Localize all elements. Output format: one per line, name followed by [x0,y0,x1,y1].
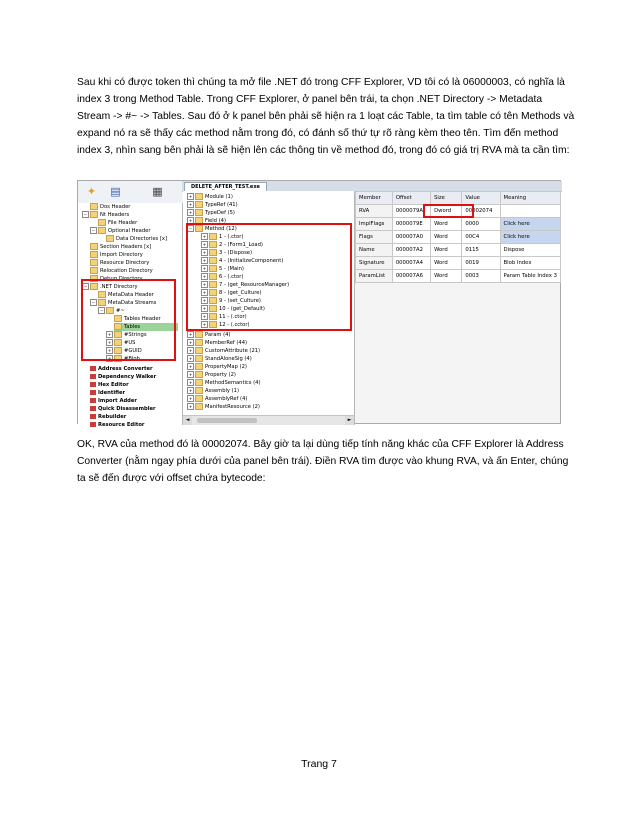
collapse-icon[interactable]: − [99,308,104,313]
grid-row[interactable] [356,218,561,231]
expand-icon[interactable]: + [202,266,207,271]
expand-icon[interactable]: + [188,348,193,353]
expand-icon[interactable]: + [202,282,207,287]
tree-item-label: MetaData Header [108,292,154,298]
table-node[interactable] [187,379,261,387]
grid-cell: 0000079E [392,218,430,231]
expand-icon[interactable]: + [107,332,112,337]
tree-item-label: Nt Headers [100,212,130,218]
grid-cell: Param Table Index 3 [500,270,561,283]
tree-item[interactable] [106,235,167,243]
expand-icon[interactable]: + [202,314,207,319]
tree-item-label: #GUID [124,348,142,354]
table-node[interactable] [187,363,247,371]
table-node-label: MemberRef (44) [205,340,248,346]
table-node[interactable] [187,193,233,201]
tool-icon [90,406,96,411]
method-label: 5 - (Main) [219,266,244,272]
expand-icon[interactable]: + [188,364,193,369]
table-node[interactable] [187,355,252,363]
grid-cell[interactable]: 00C4 [462,231,500,244]
expand-icon[interactable]: + [202,242,207,247]
tool-icon [90,422,96,427]
table-node[interactable] [187,387,239,395]
grid-cell [500,205,561,218]
grid-header[interactable]: Offset [392,192,430,205]
grid-cell: 000007A2 [392,244,430,257]
paragraph-intro: Sau khi có được token thì chúng ta mở file .NET đó trong CFF Explorer, VD tôi có là 06000003, có nghĩa là index 3 trong Method Table. Trong CFF Explorer, ở panel bên trái, ta chọn .NET Directory -> Metadata Stream -> #~ -> Tables. Sau đó ở k panel bên phải sẽ hiện ra 1 loạt các Table, ta tìm table có tên Methods và expand nó ra sẽ thấy các method nằm trong đó, có đánh số thứ tự rõ ràng kèm theo tên. Tìm đến method index 3, nhìn sang bên phải là sẽ hiện lên các thông tin về method đó, trong đó có giá trị RVA mà ta cần tìm: [77,77,575,156]
grid-header[interactable]: Meaning [500,192,561,205]
tool-address-converter[interactable] [90,365,153,373]
table-node[interactable] [187,371,236,379]
tool-label: Resource Editor [98,422,145,428]
tree-item[interactable] [98,219,137,227]
grid-row[interactable] [356,270,561,283]
scroll-left-icon[interactable]: ◄ [183,416,192,425]
grid-cell: Blob Index [500,257,561,270]
paragraph-address-converter: OK, RVA của method đó là 00002074. Bây giờ ta lại dùng tiếp tính năng khác của CFF Explorer là Address Converter (nằm ngay phía dưới của panel bên trái). Điền RVA tìm được vào khung RVA, và ấn Enter, chúng ta sẽ đến được với offset chứa bytecode: [77,439,569,484]
table-node-label: PropertyMap (2) [205,364,247,370]
tree-item[interactable] [90,203,130,211]
table-node-label: Param (4) [205,332,231,338]
highlight-box-methods [186,223,352,331]
expand-icon[interactable]: + [107,348,112,353]
tool-icon [90,414,96,419]
grid-cell-click-here[interactable]: Click here [500,231,561,244]
folder-icon [195,371,203,378]
grid-cell-click-here[interactable]: Click here [500,218,561,231]
grid-cell: 000007A4 [392,257,430,270]
grid-cell: Word [431,257,462,270]
table-node-label: StandAloneSig (4) [205,356,252,362]
table-node-label: TypeDef (5) [205,210,235,216]
tool-rebuilder[interactable] [90,413,126,421]
folder-icon [195,201,203,208]
tree-item-label: Import Directory [100,252,143,258]
expand-icon[interactable]: + [202,234,207,239]
expand-icon[interactable]: + [202,250,207,255]
expand-icon[interactable]: + [202,322,207,327]
method-label: 7 - (get_ResourceManager) [219,282,290,288]
folder-icon [195,331,203,338]
expand-icon[interactable]: + [188,356,193,361]
page-number: Trang 7 [301,758,337,770]
grid-cell: 000007A0 [392,231,430,244]
folder-icon [90,203,98,210]
tree-item-label: Tables Header [124,316,161,322]
tree-item-label: Optional Header [108,228,151,234]
tree-item-label: Debug Directory [100,276,143,282]
tree-item[interactable] [90,243,151,251]
method-label: 6 - (.ctor) [219,274,244,280]
table-node[interactable] [187,209,235,217]
tool-import-adder[interactable] [90,397,137,405]
folder-icon [195,339,203,346]
grid-row[interactable] [356,231,561,244]
grid-cell: 000007A6 [392,270,430,283]
folder-icon [195,363,203,370]
folder-icon [195,355,203,362]
tool-icon [90,390,96,395]
grid-header[interactable]: Size [431,192,462,205]
grid-cell[interactable]: 0000 [462,218,500,231]
folder-icon [195,209,203,216]
windows-icon[interactable]: ▦ [152,185,163,198]
table-node-label: CustomAttribute (21) [205,348,261,354]
tool-icon [90,382,96,387]
tree-item-label: #Blob [124,356,140,362]
table-node[interactable] [187,395,247,403]
grid-cell: Flags [356,231,393,244]
cff-explorer-screenshot [77,180,561,428]
expand-icon[interactable]: + [188,194,193,199]
tool-icon [90,366,96,371]
tree-item-label: Section Headers [x] [100,244,152,250]
folder-icon [195,379,203,386]
tool-quick-disassembler[interactable] [90,405,156,413]
tool-label: Identifier [98,390,126,396]
table-node[interactable] [187,201,238,209]
method-label: 2 - (Form1_Load) [219,242,263,248]
expand-icon[interactable]: + [202,298,207,303]
grid-cell[interactable]: 0019 [462,257,500,270]
grid-cell[interactable]: 0003 [462,270,500,283]
folder-icon [98,227,106,234]
tree-item-label: Resource Directory [100,260,150,266]
tool-resource-editor[interactable] [90,421,144,429]
tool-label: Hex Editor [98,382,129,388]
tool-icon [90,398,96,403]
table-node-label: ManifestResource (2) [205,404,260,410]
open-file-icon[interactable]: ✦ [86,185,97,198]
tree-item[interactable] [82,211,129,219]
table-node-label: Assembly (1) [205,388,239,394]
table-node-label: TypeRef (41) [205,202,238,208]
tree-item-label: #~ [116,308,125,314]
expand-icon[interactable]: + [188,332,193,337]
highlight-box-net-directory [81,279,176,361]
method-label: 1 - (.ctor) [219,234,244,240]
folder-icon [195,395,203,402]
expand-icon[interactable]: + [188,340,193,345]
expand-icon[interactable]: + [188,372,193,377]
tree-item[interactable] [90,227,150,235]
save-icon[interactable]: ▤ [110,185,121,198]
expand-icon[interactable]: + [202,274,207,279]
folder-icon [195,403,203,410]
tree-item-label: Data Directories [x] [116,236,167,242]
folder-icon [90,211,98,218]
expand-icon[interactable]: + [188,388,193,393]
method-label: 3 - (Dispose) [219,250,253,256]
grid-cell: Word [431,218,462,231]
tree-item[interactable] [90,251,143,259]
expand-icon[interactable]: + [107,356,112,361]
grid-cell: Word [431,270,462,283]
grid-cell: Signature [356,257,393,270]
grid-cell-rva-value[interactable]: 00002074 [462,205,500,218]
expand-icon[interactable]: + [107,340,112,345]
toolbar [78,181,182,204]
expand-icon[interactable]: + [202,258,207,263]
expand-icon[interactable]: + [188,218,193,223]
method-label: 4 - (InitializeComponent) [219,258,284,264]
tree-item-label: Relocation Directory [100,268,153,274]
table-node[interactable] [187,347,260,355]
grid-cell: Word [431,244,462,257]
expand-icon[interactable]: + [188,210,193,215]
grid-cell: Name [356,244,393,257]
method-label: 12 - (.cctor) [219,322,250,328]
method-label: 11 - (.ctor) [219,314,247,320]
expand-icon[interactable]: + [188,380,193,385]
folder-icon [106,235,114,242]
tree-item-label: Tables [124,324,141,330]
horizontal-scrollbar[interactable] [183,415,354,425]
grid-cell: RVA [356,205,393,218]
folder-icon [90,243,98,250]
tool-label: Quick Disassembler [98,406,156,412]
tool-label: Dependency Walker [98,374,157,380]
tree-item-label: #US [124,340,136,346]
grid-cell[interactable]: 0115 [462,244,500,257]
tool-identifier[interactable] [90,389,125,397]
folder-icon [98,219,106,226]
collapse-icon[interactable]: − [91,300,96,305]
folder-icon [195,193,203,200]
table-node[interactable] [187,339,247,347]
grid-cell: ImplFlags [356,218,393,231]
table-node-label: Module (1) [205,194,233,200]
folder-icon [195,387,203,394]
folder-icon [90,267,98,274]
tool-label: Address Converter [98,366,153,372]
tool-dependency-walker[interactable] [90,373,156,381]
tree-item-label: File Header [108,220,138,226]
tree-item[interactable] [90,267,153,275]
grid-row[interactable] [356,257,561,270]
tool-icon [90,374,96,379]
grid-cell: Word [431,231,462,244]
scrollbar-thumb[interactable] [197,418,257,423]
tool-label: Import Adder [98,398,137,404]
collapse-icon[interactable]: − [83,284,88,289]
tree-item-label: #Strings [124,332,147,338]
method-label: 10 - (get_Default) [219,306,265,312]
expand-icon[interactable]: + [202,290,207,295]
collapse-icon[interactable]: − [188,226,193,231]
grid-row[interactable] [356,244,561,257]
method-label: 9 - (set_Culture) [219,298,261,304]
table-node[interactable] [187,331,230,339]
grid-header[interactable]: Member [356,192,393,205]
expand-icon[interactable]: + [188,396,193,401]
table-node-label: MethodSemantics (4) [205,380,261,386]
grid-cell: Dword [431,205,462,218]
table-node-label: Field (4) [205,218,226,224]
folder-icon [195,347,203,354]
collapse-icon[interactable]: − [83,212,88,217]
table-node-label: Method (12) [205,226,237,232]
grid-cell: Dispose [500,244,561,257]
folder-icon [90,259,98,266]
tool-hex-editor[interactable] [90,381,129,389]
table-node[interactable] [187,403,260,411]
expand-icon[interactable]: + [188,202,193,207]
expand-icon[interactable]: + [202,306,207,311]
method-label: 8 - (get_Culture) [219,290,262,296]
table-node-label: Property (2) [205,372,236,378]
highlight-box-rva-value [423,204,474,218]
tool-label: Rebuilder [98,414,127,420]
tree-item-label: .NET Directory [100,284,138,290]
grid-cell: ParamList [356,270,393,283]
table-node-label: AssemblyRef (4) [205,396,248,402]
file-tab[interactable]: DELETE_AFTER_TEST.exe [184,182,267,191]
tree-item[interactable] [90,259,149,267]
grid-header[interactable]: Value [462,192,500,205]
tree-item-label: Dos Header [100,204,131,210]
tree-item-label: MetaData Streams [108,300,157,306]
folder-icon [90,251,98,258]
scroll-right-icon[interactable]: ► [345,416,354,425]
collapse-icon[interactable]: − [91,228,96,233]
grid-cell: 0000079A [392,205,430,218]
grid-header-row [356,192,561,205]
expand-icon[interactable]: + [188,404,193,409]
